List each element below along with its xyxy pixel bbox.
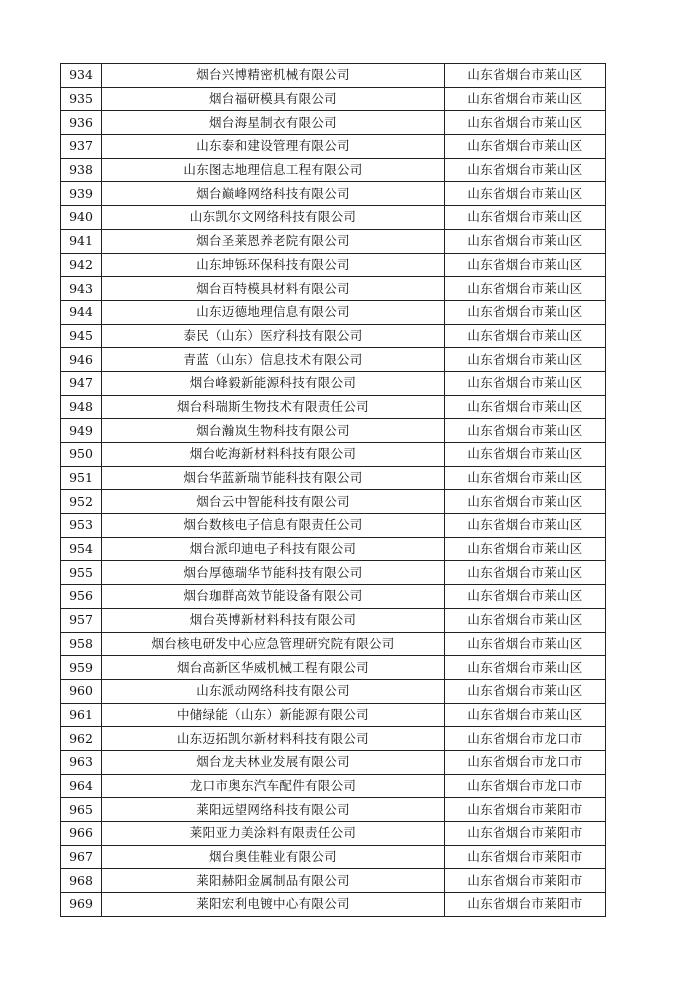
- row-number: 941: [61, 229, 102, 253]
- company-region: 山东省烟台市莱山区: [445, 111, 606, 135]
- company-region: 山东省烟台市莱山区: [445, 514, 606, 538]
- table-row: [61, 774, 606, 798]
- company-name: 烟台奥佳鞋业有限公司: [102, 845, 445, 869]
- company-name: 烟台瀚岚生物科技有限公司: [102, 419, 445, 443]
- table-row: [61, 206, 606, 230]
- company-name: 山东泰和建设管理有限公司: [102, 135, 445, 159]
- row-number: 944: [61, 300, 102, 324]
- table-row: [61, 869, 606, 893]
- company-region: 山东省烟台市莱山区: [445, 229, 606, 253]
- row-number: 943: [61, 277, 102, 301]
- company-region: 山东省烟台市莱山区: [445, 561, 606, 585]
- company-region: 山东省烟台市莱山区: [445, 466, 606, 490]
- company-region: 山东省烟台市莱山区: [445, 348, 606, 372]
- company-region: 山东省烟台市莱山区: [445, 64, 606, 88]
- company-region: 山东省烟台市莱山区: [445, 135, 606, 159]
- table-row: [61, 135, 606, 159]
- row-number: 935: [61, 87, 102, 111]
- table-row: [61, 324, 606, 348]
- company-region: 山东省烟台市龙口市: [445, 750, 606, 774]
- table-row: [61, 561, 606, 585]
- table-row: [61, 537, 606, 561]
- row-number: 949: [61, 419, 102, 443]
- row-number: 967: [61, 845, 102, 869]
- row-number: 937: [61, 135, 102, 159]
- row-number: 959: [61, 656, 102, 680]
- row-number: 940: [61, 206, 102, 230]
- row-number: 952: [61, 490, 102, 514]
- row-number: 951: [61, 466, 102, 490]
- table-row: [61, 182, 606, 206]
- row-number: 965: [61, 798, 102, 822]
- row-number: 955: [61, 561, 102, 585]
- company-region: 山东省烟台市莱山区: [445, 608, 606, 632]
- row-number: 958: [61, 632, 102, 656]
- row-number: 945: [61, 324, 102, 348]
- row-number: 961: [61, 703, 102, 727]
- company-region: 山东省烟台市莱山区: [445, 490, 606, 514]
- company-region: 山东省烟台市莱山区: [445, 703, 606, 727]
- company-name: 莱阳赫阳金属制品有限公司: [102, 869, 445, 893]
- company-name: 烟台华蓝新瑞节能科技有限公司: [102, 466, 445, 490]
- company-region: 山东省烟台市莱阳市: [445, 822, 606, 846]
- company-name: 烟台峰毅新能源科技有限公司: [102, 371, 445, 395]
- row-number: 963: [61, 750, 102, 774]
- company-name: 烟台海星制衣有限公司: [102, 111, 445, 135]
- row-number: 957: [61, 608, 102, 632]
- row-number: 966: [61, 822, 102, 846]
- company-region: 山东省烟台市莱阳市: [445, 869, 606, 893]
- row-number: 954: [61, 537, 102, 561]
- company-region: 山东省烟台市莱山区: [445, 632, 606, 656]
- row-number: 953: [61, 514, 102, 538]
- row-number: 950: [61, 443, 102, 467]
- company-region: 山东省烟台市莱山区: [445, 443, 606, 467]
- company-name: 烟台数核电子信息有限责任公司: [102, 514, 445, 538]
- table-row: [61, 679, 606, 703]
- company-region: 山东省烟台市莱山区: [445, 277, 606, 301]
- company-name: 烟台珈群高效节能设备有限公司: [102, 585, 445, 609]
- company-name: 中储绿能（山东）新能源有限公司: [102, 703, 445, 727]
- table-row: [61, 229, 606, 253]
- table-row: [61, 845, 606, 869]
- table-row: [61, 585, 606, 609]
- company-name: 山东迈拓凯尔新材料科技有限公司: [102, 727, 445, 751]
- table-row: [61, 253, 606, 277]
- company-region: 山东省烟台市莱山区: [445, 87, 606, 111]
- company-name: 烟台高新区华威机械工程有限公司: [102, 656, 445, 680]
- table-row: [61, 632, 606, 656]
- table-row: [61, 822, 606, 846]
- company-name: 龙口市奥东汽车配件有限公司: [102, 774, 445, 798]
- company-region: 山东省烟台市莱山区: [445, 537, 606, 561]
- table-row: [61, 395, 606, 419]
- company-name: 泰民（山东）医疗科技有限公司: [102, 324, 445, 348]
- table-row: [61, 514, 606, 538]
- company-name: 山东派动网络科技有限公司: [102, 679, 445, 703]
- table-row: [61, 348, 606, 372]
- row-number: 960: [61, 679, 102, 703]
- company-name: 烟台核电研发中心应急管理研究院有限公司: [102, 632, 445, 656]
- company-name: 烟台云中智能科技有限公司: [102, 490, 445, 514]
- company-name: 青蓝（山东）信息技术有限公司: [102, 348, 445, 372]
- company-region: 山东省烟台市莱山区: [445, 679, 606, 703]
- company-name: 烟台龙夫林业发展有限公司: [102, 750, 445, 774]
- table-row: [61, 490, 606, 514]
- company-name: 莱阳远望网络科技有限公司: [102, 798, 445, 822]
- company-region: 山东省烟台市莱阳市: [445, 893, 606, 917]
- row-number: 969: [61, 893, 102, 917]
- table-row: [61, 371, 606, 395]
- company-region: 山东省烟台市莱山区: [445, 371, 606, 395]
- company-name: 烟台厚德瑞华节能科技有限公司: [102, 561, 445, 585]
- company-name: 烟台福研模具有限公司: [102, 87, 445, 111]
- table-row: [61, 277, 606, 301]
- company-region: 山东省烟台市莱阳市: [445, 845, 606, 869]
- company-name: 莱阳亚力美涂料有限责任公司: [102, 822, 445, 846]
- company-name: 烟台屹海新材料科技有限公司: [102, 443, 445, 467]
- company-list-body: [61, 64, 606, 917]
- company-name: 烟台巅峰网络科技有限公司: [102, 182, 445, 206]
- table-row: [61, 727, 606, 751]
- row-number: 946: [61, 348, 102, 372]
- company-region: 山东省烟台市莱山区: [445, 324, 606, 348]
- row-number: 964: [61, 774, 102, 798]
- table-row: [61, 158, 606, 182]
- company-region: 山东省烟台市龙口市: [445, 727, 606, 751]
- company-region: 山东省烟台市莱山区: [445, 419, 606, 443]
- company-region: 山东省烟台市莱山区: [445, 253, 606, 277]
- company-name: 山东凯尔文网络科技有限公司: [102, 206, 445, 230]
- company-list-table: [60, 63, 606, 917]
- row-number: 934: [61, 64, 102, 88]
- table-row: [61, 608, 606, 632]
- row-number: 968: [61, 869, 102, 893]
- company-name: 山东图志地理信息工程有限公司: [102, 158, 445, 182]
- company-region: 山东省烟台市莱阳市: [445, 798, 606, 822]
- company-name: 烟台圣莱恩养老院有限公司: [102, 229, 445, 253]
- company-name: 烟台科瑞斯生物技术有限责任公司: [102, 395, 445, 419]
- table-row: [61, 750, 606, 774]
- table-row: [61, 300, 606, 324]
- table-row: [61, 64, 606, 88]
- table-row: [61, 893, 606, 917]
- table-row: [61, 656, 606, 680]
- row-number: 956: [61, 585, 102, 609]
- company-region: 山东省烟台市莱山区: [445, 206, 606, 230]
- company-region: 山东省烟台市莱山区: [445, 656, 606, 680]
- table-row: [61, 703, 606, 727]
- table-row: [61, 419, 606, 443]
- company-name: 烟台派印迪电子科技有限公司: [102, 537, 445, 561]
- company-region: 山东省烟台市莱山区: [445, 395, 606, 419]
- company-region: 山东省烟台市莱山区: [445, 585, 606, 609]
- company-name: 山东坤铄环保科技有限公司: [102, 253, 445, 277]
- row-number: 938: [61, 158, 102, 182]
- row-number: 962: [61, 727, 102, 751]
- company-name: 烟台英博新材料科技有限公司: [102, 608, 445, 632]
- company-name: 烟台百特模具材料有限公司: [102, 277, 445, 301]
- company-region: 山东省烟台市莱山区: [445, 182, 606, 206]
- table-row: [61, 798, 606, 822]
- company-name: 莱阳宏利电镀中心有限公司: [102, 893, 445, 917]
- table-row: [61, 87, 606, 111]
- company-region: 山东省烟台市莱山区: [445, 158, 606, 182]
- row-number: 942: [61, 253, 102, 277]
- row-number: 947: [61, 371, 102, 395]
- table-row: [61, 466, 606, 490]
- company-region: 山东省烟台市莱山区: [445, 300, 606, 324]
- row-number: 936: [61, 111, 102, 135]
- table-row: [61, 443, 606, 467]
- table-row: [61, 111, 606, 135]
- company-name: 山东迈德地理信息有限公司: [102, 300, 445, 324]
- row-number: 948: [61, 395, 102, 419]
- company-region: 山东省烟台市龙口市: [445, 774, 606, 798]
- company-name: 烟台兴博精密机械有限公司: [102, 64, 445, 88]
- row-number: 939: [61, 182, 102, 206]
